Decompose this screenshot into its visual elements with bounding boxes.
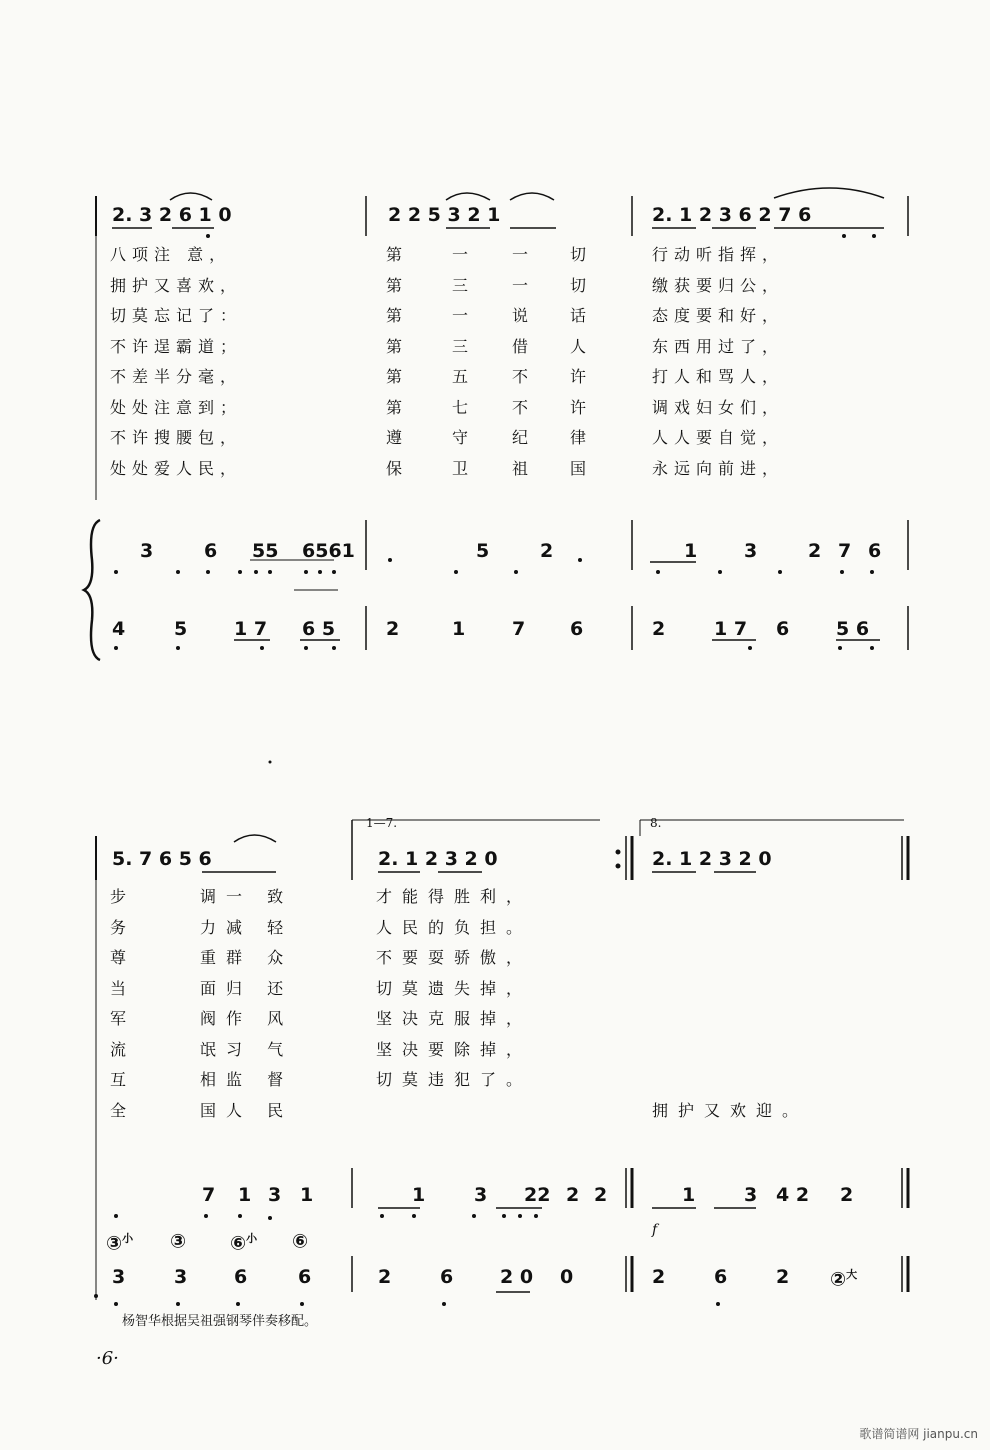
s2-rh-item: 3 [268, 1184, 282, 1206]
lyric-line: 永远向前进， [652, 458, 785, 478]
s1-melody-item: 2 2 5 3 2 1 [388, 204, 501, 226]
lyric-line: 调戏妇女们， [652, 397, 785, 417]
s1-rh-item: 3 [140, 540, 154, 562]
s1-rh-item: 2 [808, 540, 822, 562]
s1-rh-item: 6 [204, 540, 218, 562]
s2-rh-item: 1 [412, 1184, 426, 1206]
lyric-line: 不 [512, 367, 535, 386]
lyric-line: 卫 [452, 458, 475, 478]
s2-rh-item: 1 [300, 1184, 314, 1206]
lyric-line: 一 [452, 245, 475, 264]
s2-rh-item: 1 [238, 1184, 252, 1206]
s1-lh-item: 7 [512, 618, 526, 640]
s2-rh-item: 2 [566, 1184, 580, 1206]
lyric-line: 相监 督 [200, 1070, 294, 1089]
s1-lh-item: 5 [174, 618, 188, 640]
volta-first-ending: 1—7. [366, 816, 398, 830]
lyric-line: 说 [512, 306, 535, 325]
s2-rh-item: 22 [524, 1184, 551, 1206]
s2-lh-item: 6 [298, 1266, 312, 1288]
lyric-line: 尊 [110, 948, 137, 967]
lyric-line: 三 [452, 336, 475, 356]
lyric-line: 祖 [512, 458, 535, 478]
s1-rh-item: 55 [252, 540, 279, 562]
lyric-line: 切莫忘记了： [110, 306, 243, 325]
lyric-line: 不许搜腰包， [110, 428, 243, 447]
s1-lh-item: 1 7 [714, 618, 748, 640]
lyric-line: 切 [570, 245, 593, 264]
s1-rh-item: 7 [838, 540, 852, 562]
lyric-line: 面归 还 [200, 978, 294, 998]
lyric-line: 全 [110, 1100, 137, 1120]
s2-lh-item: 3 [112, 1266, 126, 1288]
lyric-line: 打人和骂人， [652, 367, 785, 386]
lyric-line: 拥护又欢迎。 [652, 1100, 809, 1120]
s2-lh-item: 6 [234, 1266, 248, 1288]
lyric-line: 第 [386, 306, 409, 325]
s2-lh-item: 2 [652, 1266, 666, 1288]
lyric-line: 流 [110, 1039, 137, 1059]
s1-rh-item: 5 [476, 540, 490, 562]
s2-rh-item: 3 [744, 1184, 758, 1206]
lyric-line: 坚决要除掉， [376, 1039, 533, 1059]
lyric-line: 八项注 意， [110, 245, 232, 264]
s1-melody-item: 2. 3 2 6 1 0 [112, 204, 232, 226]
s1-lh-item: 6 [570, 618, 584, 640]
lyric-line: 调一 致 [200, 887, 294, 906]
lyric-line: 不许逞霸道； [110, 336, 243, 356]
lyric-line: 军 [110, 1009, 137, 1028]
volta-second-ending: 8. [650, 816, 662, 830]
lyric-line: 遵 [386, 428, 409, 447]
s1-lh-item: 6 5 [302, 618, 336, 640]
s2-lh-item: 2 [776, 1266, 790, 1288]
s1-rh-item: 2 [540, 540, 554, 562]
lyric-line: 拥护又喜欢， [110, 275, 243, 295]
lyric-line: 第 [386, 275, 409, 295]
lyric-line: 律 [570, 428, 593, 447]
lyric-line: 处处爱人民， [110, 458, 243, 478]
site-watermark: 歌谱简谱网 jianpu.cn [859, 1427, 978, 1441]
lyric-line: 保 [386, 458, 409, 478]
s2-melody-item: 5. 7 6 5 6 [112, 848, 212, 870]
lyric-line: 第 [386, 367, 409, 386]
lyric-line: 力减 轻 [200, 917, 294, 937]
arrangement-credit: 杨智华根据吴祖强钢琴伴奏移配。 [122, 1314, 318, 1329]
lyric-line: 步 [110, 887, 137, 906]
s2-lhc-item: ③$^小$ [106, 1232, 134, 1255]
s2-rh-item: 7 [202, 1184, 216, 1206]
s1-melody-item: 2. 1 2 3 6 2 7 6 [652, 204, 812, 226]
s2-lh-item: 3 [174, 1266, 188, 1288]
lyric-line: 切莫违犯了。 [376, 1070, 533, 1089]
lyric-line: 许 [570, 397, 593, 417]
lyric-line: 国人 民 [200, 1100, 294, 1120]
s1-rh-item: 6561 [302, 540, 355, 562]
lyric-line: 人 [570, 336, 593, 356]
lyric-line: 行动听指挥， [652, 245, 785, 264]
lyric-line: 三 [452, 275, 475, 295]
lyric-line: 不要耍骄傲， [376, 948, 533, 967]
lyric-line: 不 [512, 397, 535, 417]
s1-lh-item: 5 6 [836, 618, 870, 640]
lyric-line: 七 [452, 397, 475, 417]
dynamic-mark: f [652, 1222, 658, 1238]
lyric-line: 五 [452, 367, 475, 386]
lyric-line: 一 [452, 306, 475, 325]
s2-lh-item: 2 [378, 1266, 392, 1288]
lyric-line: 缴获要归公， [652, 275, 785, 295]
end-circle: ②$^大$ [830, 1268, 858, 1291]
lyric-line: 不差半分毫， [110, 367, 243, 386]
lyric-line: 态度要和好， [652, 306, 785, 325]
s1-rh-item: 1 [684, 540, 698, 562]
s2-rh-item: 4 2 [776, 1184, 810, 1206]
lyric-line: 一 [512, 245, 535, 264]
s1-lh-item: 2 [652, 618, 666, 640]
lyric-line: 才能得胜利， [376, 887, 533, 906]
lyric-line: 氓习 气 [200, 1039, 294, 1059]
s2-rh-item: 1 [682, 1184, 696, 1206]
page-number: ·6· [96, 1348, 119, 1369]
s2-melody-item: 2. 1 2 3 2 0 [378, 848, 498, 870]
lyric-line: 阀作 风 [200, 1009, 294, 1028]
lyric-line: 人人要自觉， [652, 428, 785, 447]
s2-lhc-item: ③ [170, 1230, 187, 1253]
lyric-line: 守 [452, 428, 475, 447]
lyric-line: 处处注意到； [110, 397, 243, 417]
s2-lhc-item: ⑥$^小$ [230, 1232, 258, 1255]
s1-rh-item: 3 [744, 540, 758, 562]
lyric-line: 东西用过了， [652, 336, 785, 356]
lyric-line: 切莫遗失掉， [376, 978, 533, 998]
lyric-line: 务 [110, 917, 137, 937]
s2-lh-item: 6 [714, 1266, 728, 1288]
lyric-line: 借 [512, 336, 535, 356]
lyric-line: 许 [570, 367, 593, 386]
lyric-line: 重群 众 [200, 948, 294, 967]
s1-lh-item: 1 [452, 618, 466, 640]
lyric-line: 第 [386, 397, 409, 417]
s1-lh-item: 6 [776, 618, 790, 640]
s2-rh-item: 3 [474, 1184, 488, 1206]
lyric-line: 一 [512, 275, 535, 295]
lyric-line: 人民的负担。 [376, 917, 533, 937]
s2-lh-item: 6 [440, 1266, 454, 1288]
s1-lh-item: 1 7 [234, 618, 268, 640]
s2-melody-item: 2. 1 2 3 2 0 [652, 848, 772, 870]
lyric-line: 国 [570, 458, 593, 478]
s2-lh-item: 0 [560, 1266, 574, 1288]
lyric-line: 第 [386, 336, 409, 356]
lyric-line: 切 [570, 275, 593, 295]
s2-rh-item: 2 [594, 1184, 608, 1206]
s2-lhc-item: ⑥ [292, 1230, 309, 1253]
s1-rh-item: 6 [868, 540, 882, 562]
s2-lh-item: 2 0 [500, 1266, 534, 1288]
s1-lh-item: 2 [386, 618, 400, 640]
lyric-line: 话 [570, 306, 593, 325]
lyric-line: 互 [110, 1070, 137, 1089]
lyric-line: 第 [386, 245, 409, 264]
s1-lh-item: 4 [112, 618, 126, 640]
lyric-line: 当 [110, 978, 137, 998]
s2-rh-item: 2 [840, 1184, 854, 1206]
lyric-line: 纪 [512, 428, 535, 447]
lyric-line: 坚决克服掉， [376, 1009, 533, 1028]
